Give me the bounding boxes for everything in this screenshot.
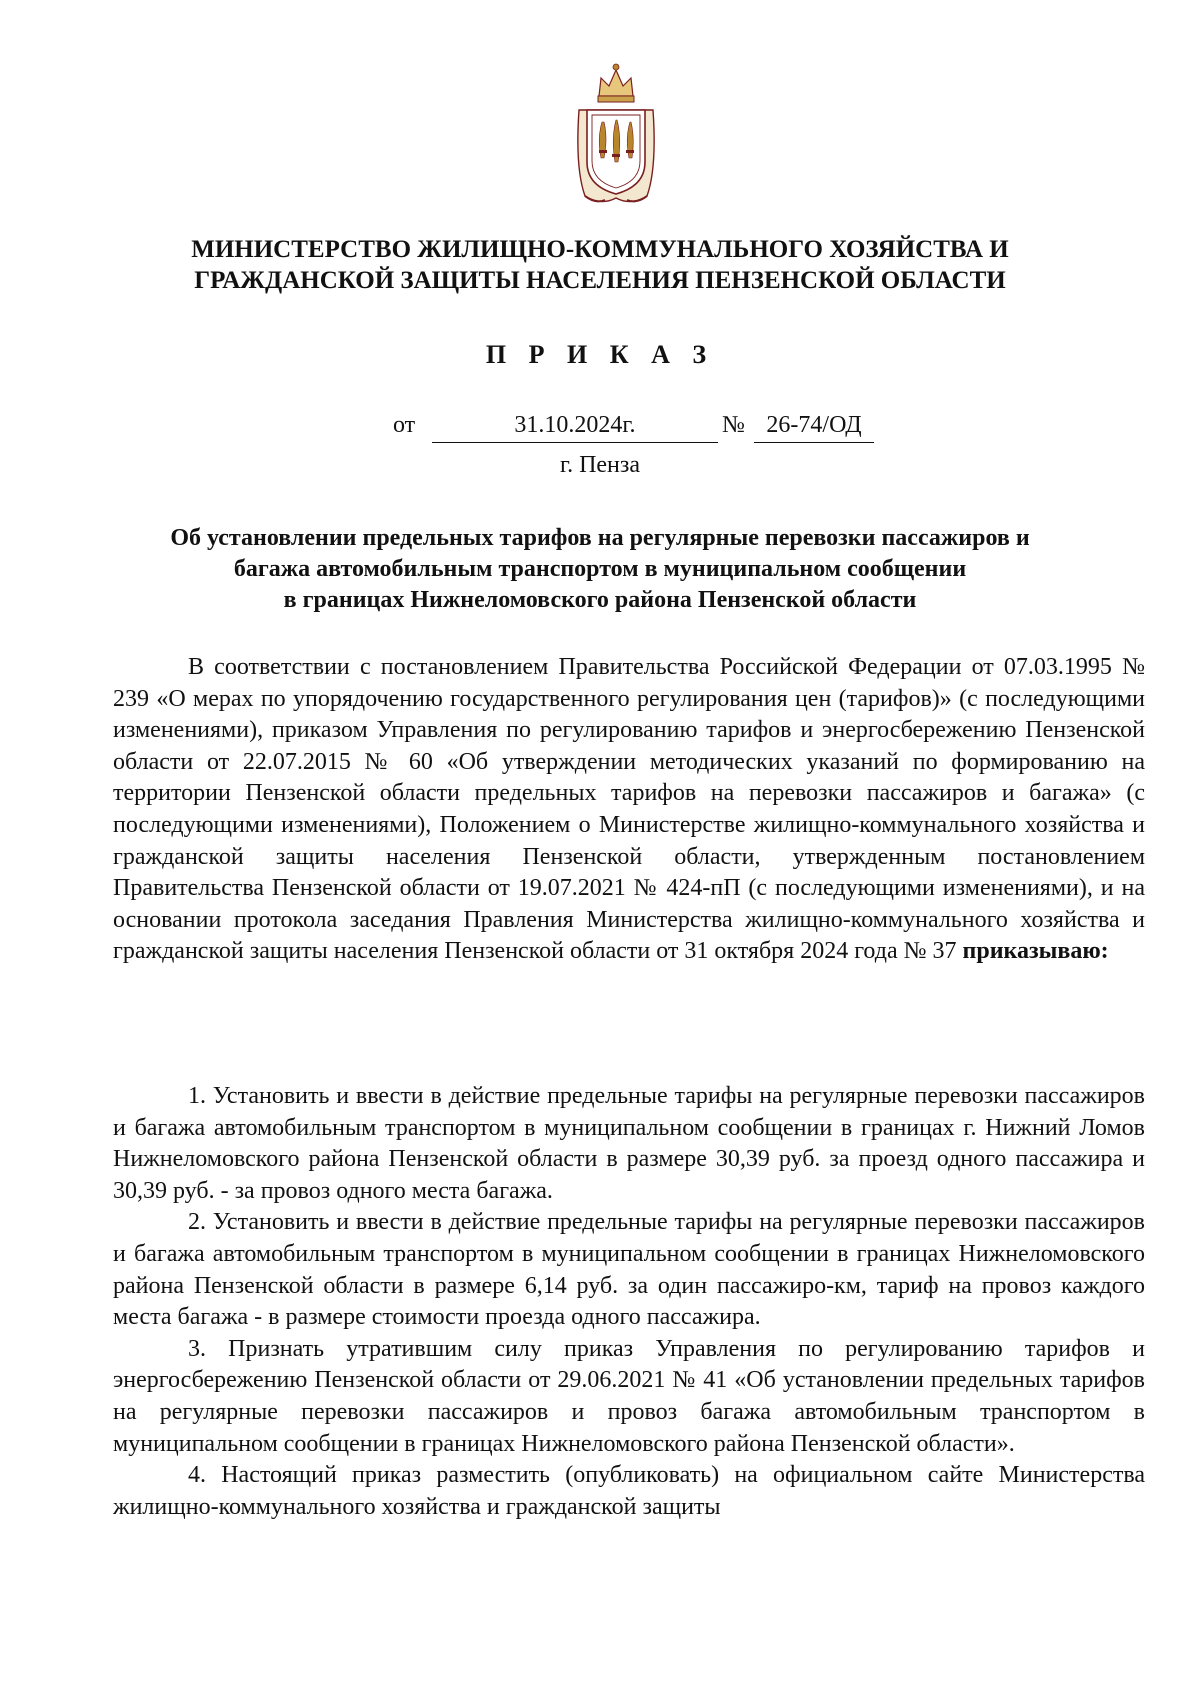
from-label: от	[393, 412, 416, 438]
city: г. Пенза	[559, 452, 641, 478]
order-date-number-line	[0, 412, 1200, 446]
order-title: П Р И К А З	[485, 340, 715, 369]
preamble-emphasis: приказываю:	[962, 938, 1109, 965]
ministry-line-2: ГРАЖДАНСКОЙ ЗАЩИТЫ НАСЕЛЕНИЯ ПЕНЗЕНСКОЙ ОБЛАСТИ	[194, 267, 1006, 294]
subject-line-2: багажа автомобильным транспортом в муниципальном сообщении	[233, 556, 967, 582]
date-underline	[432, 442, 718, 443]
preamble-text: В соответствии с постановлением Правительства Российской Федерации от 07.03.1995 № 239 «О мерах по упорядочению государственного регулирования цен (тарифов)» (с последующими изменениями), приказом Управления по регулированию тарифов и энергосбережению Пензенской области от 22.07.2015 № 60 «Об утверждении методических указаний по формированию на территории Пензенской области предельных тарифов на перевозки пассажиров и багажа» (с последующими изменениями), Положением о Министерстве жилищно-коммунального хозяйства и гражданской защиты населения Пензенской области, утвержденным постановлением Правительства Пензенской области от 19.07.2021 № 424-пП (с последующими изменениями), и на основании протокола заседания Правления Министерства жилищно-коммунального хозяйства и гражданской защиты населения Пензенской области от 31 октября 2024 года № 37	[113, 654, 1145, 965]
order-number: 26-74/ОД	[766, 412, 862, 438]
order-item-3: 3. Признать утратившим силу приказ Управления по регулированию тарифов и энергосбережению Пензенской области от 29.06.2021 № 41 «Об установлении предельных тарифов на регулярные перевозки пассажиров и провоз багажа автомобильным транспортом в муниципальном сообщении в границах Нижнеломовского района Пензенской области».	[113, 1335, 1145, 1457]
subject-line-1: Об установлении предельных тарифов на регулярные перевозки пассажиров и	[170, 525, 1030, 551]
order-item-1: 1. Установить и ввести в действие предельные тарифы на регулярные перевозки пассажиров и багажа автомобильным транспортом в муниципальном сообщении в границах г. Нижний Ломов Нижнеломовского района Пензенской области в размере 30,39 руб. за проезд одного пассажира и 30,39 руб. - за провоз одного места багажа.	[113, 1083, 1145, 1204]
number-label: №	[722, 412, 745, 438]
subject-line-3: в границах Нижнеломовского района Пензенской области	[283, 587, 917, 613]
order-items	[113, 1081, 1145, 1523]
order-item-2: 2. Установить и ввести в действие предельные тарифы на регулярные перевозки пассажиров и багажа автомобильным транспортом в муниципальном сообщении в границах Нижнеломовского района Пензенской области в размере 6,14 руб. за один пассажиро-км, тариф на провоз каждого места багажа - в размере стоимости проезда одного пассажира.	[113, 1209, 1145, 1331]
ministry-name	[100, 234, 1100, 296]
number-underline	[754, 442, 874, 443]
preamble-paragraph	[113, 652, 1145, 968]
preamble	[113, 652, 1145, 968]
order-date: 31.10.2024г.	[514, 412, 636, 438]
order-subject	[100, 523, 1100, 616]
ministry-line-1: МИНИСТЕРСТВО ЖИЛИЩНО-КОММУНАЛЬНОГО ХОЗЯЙСТВА И	[191, 236, 1009, 263]
coat-of-arms-icon	[571, 58, 661, 208]
order-item-4: 4. Настоящий приказ разместить (опубликовать) на официальном сайте Министерства жилищно-коммунального хозяйства и гражданской защиты	[113, 1462, 1145, 1520]
